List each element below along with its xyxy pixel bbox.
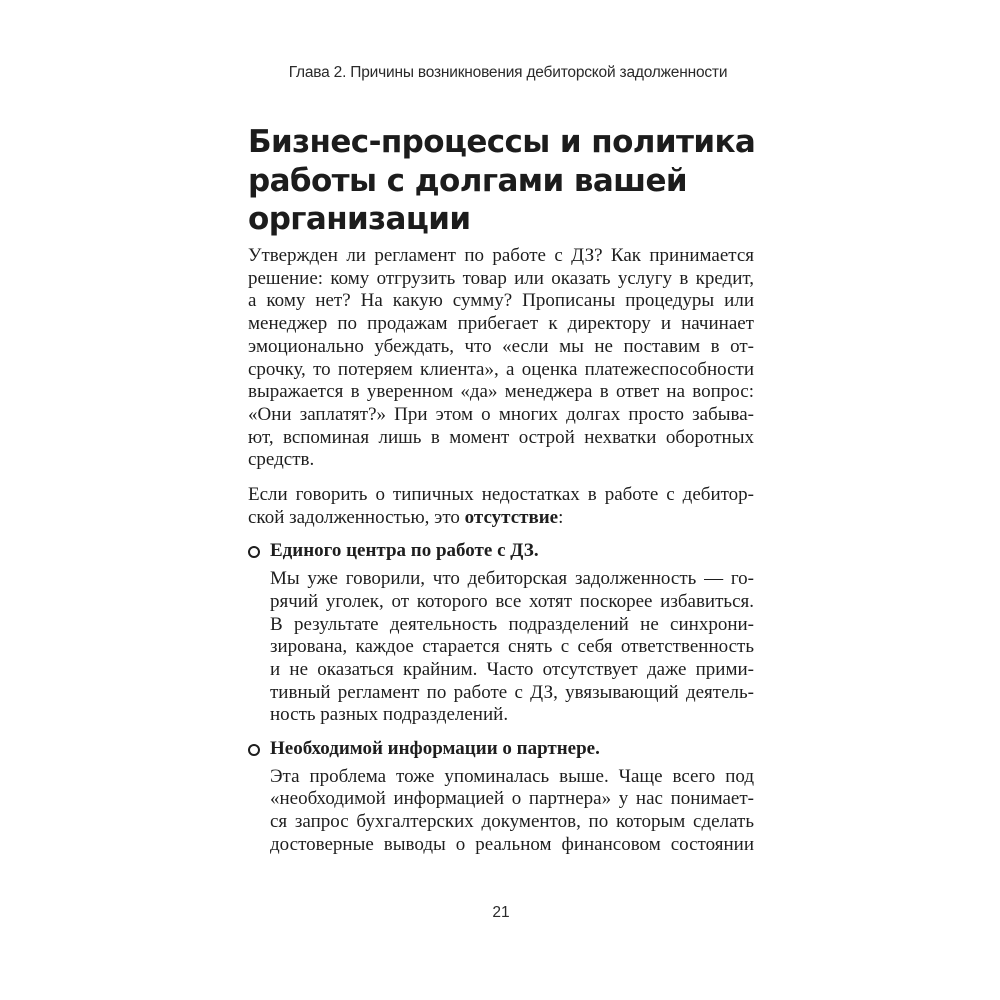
text-line: и не оказаться крайним. Часто отсутствует даже прими- (270, 658, 754, 680)
running-head: Глава 2. Причины возникновения дебиторской задолженности (288, 64, 728, 81)
bullet-item (248, 540, 754, 727)
text-line (248, 507, 754, 530)
text-line: «Они заплатят?» При этом о многих долгах просто забыва- (248, 403, 754, 425)
body-text (248, 245, 754, 857)
text-line: менеджер по продажам прибегает к директору и начинает (248, 313, 754, 335)
section-title-line: Бизнес-процессы и политика (248, 124, 756, 160)
text-line: средств. (248, 449, 315, 471)
text-fragment: ской задолженностью, это (248, 506, 465, 528)
emphasis-absence: отсутствие (464, 506, 559, 528)
text-line: ность разных подразделений. (270, 704, 509, 726)
circle-bullet-icon (248, 546, 260, 558)
paragraph-2 (248, 484, 754, 529)
section-title-line: работы с долгами вашей (248, 162, 688, 199)
text-line: В результате деятельность подразделений не синхрони- (270, 613, 754, 635)
text-line: решение: кому отгрузить товар или оказать услугу в кредит, (248, 267, 754, 289)
bullet-heading (248, 540, 754, 563)
section-title (248, 123, 768, 239)
text-line: Если говорить о типичных недостатках в работе с дебитор- (248, 484, 754, 506)
section-title-line: организации (248, 201, 471, 237)
bullet-heading-text: Необходимой информации о партнере. (270, 738, 600, 760)
text-line: ют, вспоминая лишь в момент острой нехватки оборотных (248, 426, 754, 448)
circle-bullet-icon (248, 744, 260, 756)
bullet-body (248, 766, 754, 857)
bullet-body (248, 568, 754, 727)
text-line: рячий уголек, от которого все хотят поскорее избавиться. (270, 590, 754, 612)
bullet-heading (248, 738, 754, 761)
text-line: срочку, то потеряем клиента», а оценка платежеспособности (248, 358, 754, 380)
text-line: «необходимой информацией о партнера» у нас понимает- (270, 788, 754, 810)
paragraph-1 (248, 245, 754, 472)
text-fragment: : (558, 506, 564, 528)
text-line: Мы уже говорили, что дебиторская задолженность — го- (270, 568, 754, 590)
text-line: а кому нет? На какую сумму? Прописаны процедуры или (248, 290, 754, 312)
bullet-heading-text: Единого центра по работе с ДЗ. (270, 540, 539, 562)
text-line: ся запрос бухгалтерских документов, по которым сделать (270, 811, 754, 833)
bullet-item (248, 738, 754, 857)
text-line: эмоционально убеждать, что «если мы не поставим в от- (248, 335, 754, 357)
text-line: Эта проблема тоже упоминалась выше. Чаще всего под (270, 765, 754, 787)
text-line: выражается в уверенном «да» менеджера в ответ на вопрос: (248, 381, 754, 403)
text-line: Утвержден ли регламент по работе с ДЗ? Как принимается (248, 245, 754, 266)
text-line: зирована, каждое старается снять с себя ответственность (270, 636, 754, 658)
page-number: 21 (492, 904, 510, 921)
text-line: тивный регламент по работе с ДЗ, увязывающий деятель- (270, 681, 754, 703)
text-line: достоверные выводы о реальном финансовом состоянии (270, 833, 754, 855)
